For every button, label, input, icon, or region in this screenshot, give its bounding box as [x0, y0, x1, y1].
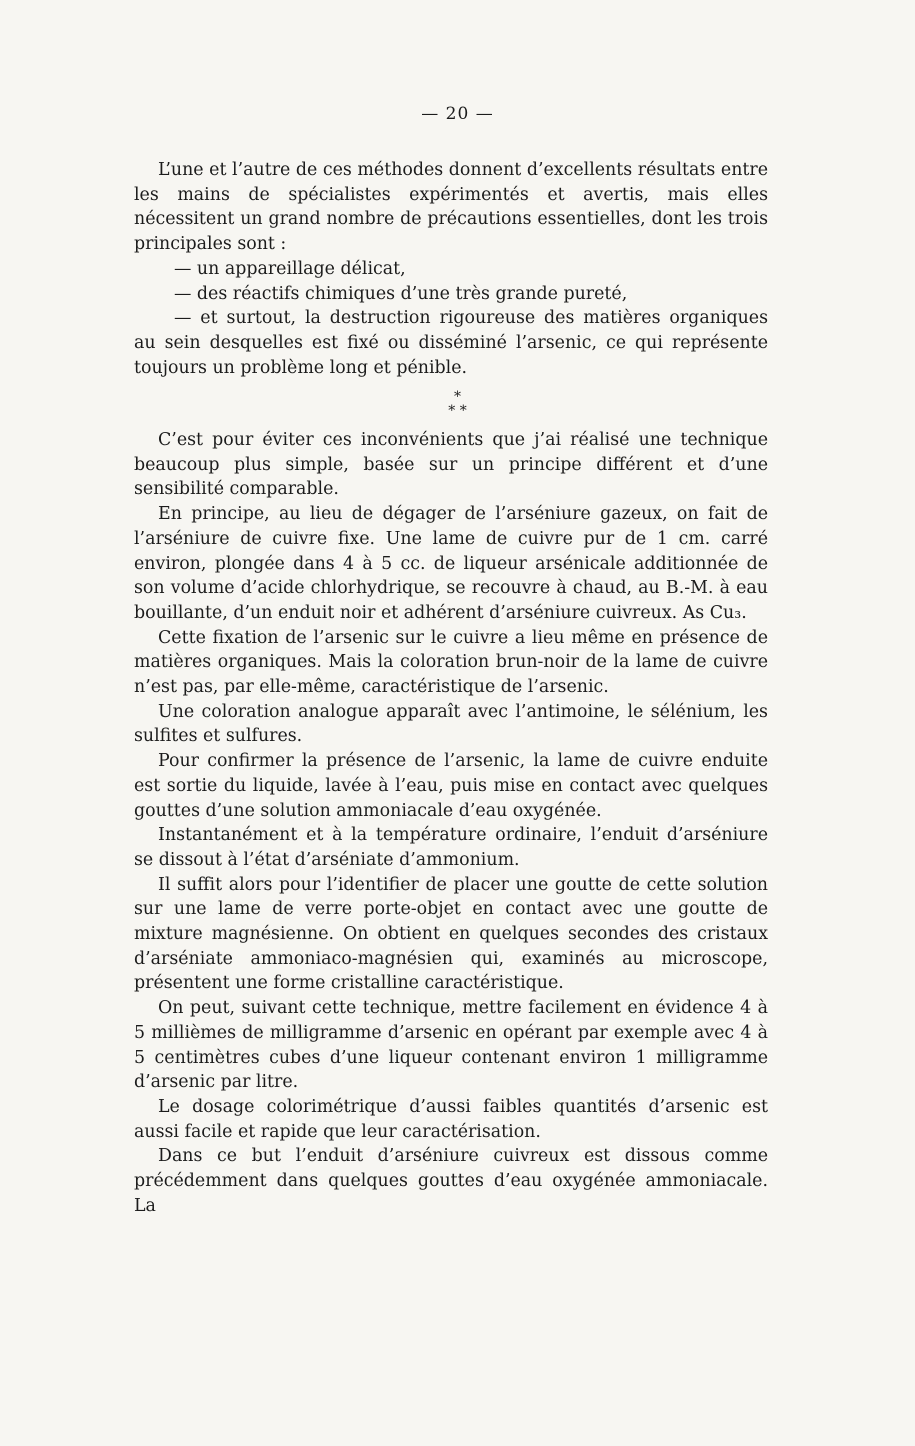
asterism-separator: [0, 390, 915, 418]
list-item-apparatus: — un appareillage délicat,: [174, 258, 406, 279]
paragraph-sensitivity: On peut, suivant cette technique, mettre facilement en évidence 4 à 5 millièmes de milligramme d’arsenic en opérant par exemple avec 4 à 5 centimètres cubes d’une liqueur contenant environ 1 milligramme d’arsenic par litre.: [134, 998, 768, 1093]
paragraph-identification: Il suffit alors pour l’identifier de placer une goutte de cette solution sur une lame de verre porte-objet en contact avec une goutte de mixture magnésienne. On obtient en quelques secondes des cristaux d’arséniate ammoniaco-magnésien qui, examinés au microscope, présentent une forme cristalline caractéristique.: [134, 874, 768, 994]
technique-section: [134, 428, 768, 1219]
page-number: — 20 —: [421, 104, 494, 124]
intro-section: [134, 158, 768, 380]
paragraph-principle: En principe, au lieu de dégager de l’arséniure gazeux, on fait de l’arséniure de cuivre fixe. Une lame de cuivre pur de 1 cm. carré environ, plongée dans 4 à 5 cc. de liqueur arsénicale additionnée de son volume d’acide chlorhydrique, se recouvre à chaud, au B.-M. à eau bouillante, d’un enduit noir et adhérent d’arséniure cuivreux. As Cu₃.: [134, 504, 768, 623]
paragraph-fixation: Cette fixation de l’arsenic sur le cuivre a lieu même en présence de matières organiques. Mais la coloration brun-noir de la lame de cuivre n’est pas, par elle-même, caractéristique de l’arsenic.: [134, 627, 768, 698]
list-item-destruction: — et surtout, la destruction rigoureuse des matières organiques au sein desquelles est fixé ou disséminé l’arsenic, ce qui représente toujours un problème long et pénible.: [134, 308, 768, 378]
paragraph-analogous-coloration: Une coloration analogue apparaît avec l’antimoine, le sélénium, les sulfites et sulfures.: [134, 701, 768, 747]
paragraph-new-technique: C’est pour éviter ces inconvénients que j’ai réalisé une technique beaucoup plus simple, basée sur un principe différent et d’une sensibilité comparable.: [134, 430, 768, 500]
paragraph-dissolution: Instantanément et à la température ordinaire, l’enduit d’arséniure se dissout à l’état d’arséniate d’ammonium.: [134, 825, 768, 870]
list-item-reagents: — des réactifs chimiques d’une très grande pureté,: [174, 283, 628, 304]
paragraph-purpose: Dans ce but l’enduit d’arséniure cuivreux est dissous comme précédemment dans quelques gouttes d’eau oxygénée ammoniacale. La: [134, 1146, 768, 1216]
asterism-top: *: [454, 389, 461, 405]
asterism-bottom: * *: [448, 403, 467, 419]
paragraph-dosage: Le dosage colorimétrique d’aussi faibles quantités d’arsenic est aussi facile et rapide que leur caractérisation.: [134, 1096, 768, 1142]
paragraph-methods: L’une et l’autre de ces méthodes donnent d’excellents résultats entre les mains de spécialistes expérimentés et avertis, mais elles nécessitent un grand nombre de précautions essentielles, dont les trois principales sont :: [134, 160, 768, 255]
paragraph-confirmation: Pour confirmer la présence de l’arsenic, la lame de cuivre enduite est sortie du liquide, lavée à l’eau, puis mise en contact avec quelques gouttes d’une solution ammoniacale d’eau oxygénée.: [134, 751, 768, 821]
